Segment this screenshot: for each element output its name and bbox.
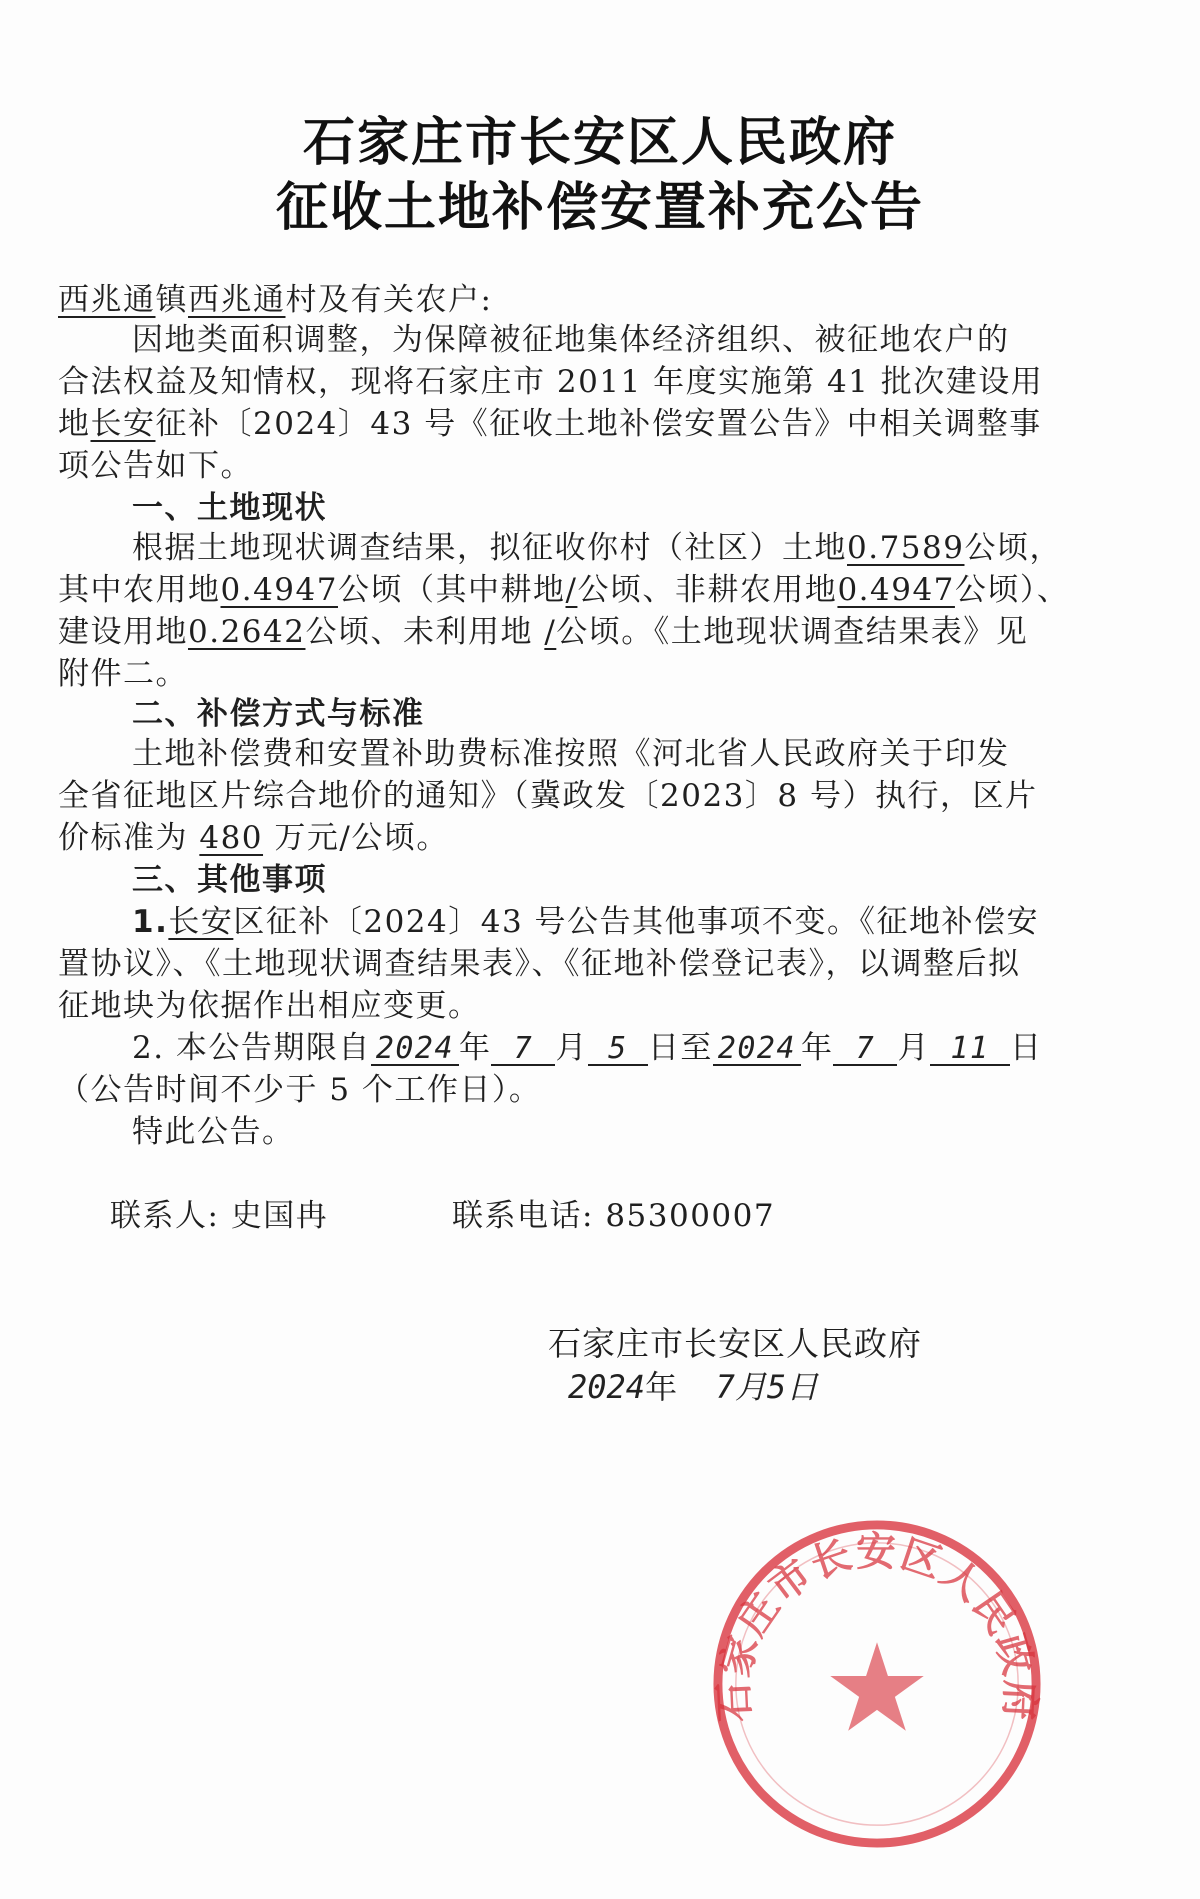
section-3-item-2: 2. 本公告期限自 2024 年 7 月 5 日至 2024 年 7 月 11 日: [132, 1030, 1043, 1066]
signature-date: 2024年 7月5日: [568, 1368, 819, 1406]
district-name: 长安: [90, 406, 156, 442]
construction-area-value: 0.2642: [188, 614, 306, 650]
section-2-line-3: 价标准为 480 万元/公顷。: [58, 820, 449, 856]
section-3-item-1-line-2: 置协议》、《土地现状调查结果表》、《征地补偿登记表》，以调整后拟: [58, 946, 1021, 982]
intro-line-2: 合法权益及知情权，现将石家庄市 2011 年度实施第 41 批次建设用: [58, 364, 1044, 400]
title-line-2: 征收土地补偿安置补充公告: [275, 178, 924, 238]
official-seal: [708, 1515, 1046, 1853]
section-3-item-2-line-2: （公告时间不少于 5 个工作日）。: [58, 1072, 542, 1108]
price-standard-value: 480: [199, 820, 264, 856]
intro-line-3: 地长安征补〔2024〕43 号《征收土地补偿安置公告》中相关调整事: [58, 406, 1042, 442]
contact-phone: 联系电话: 85300007: [452, 1198, 776, 1234]
section-1-line-2: 其中农用地0.4947公顷（其中耕地/公顷、非耕农用地0.4947公顷）、: [58, 572, 1070, 608]
section-2-line-1: 土地补偿费和安置补助费标准按照《河北省人民政府关于印发: [132, 736, 1010, 772]
section-2-heading: 二、补偿方式与标准: [132, 696, 425, 732]
section-1-heading: 一、土地现状: [132, 490, 327, 526]
town-name: 西兆通: [58, 282, 156, 318]
start-day-handwritten: 5: [588, 1034, 648, 1066]
section-1-line-3: 建设用地0.2642公顷、未利用地 /公顷。《土地现状调查结果表》见: [58, 614, 1029, 650]
end-day-handwritten: 11: [930, 1034, 1010, 1066]
title-line-1: 石家庄市长安区人民政府: [302, 113, 897, 173]
section-3-item-1-line-3: 征地块为依据作出相应变更。: [58, 988, 481, 1024]
contact-person: 联系人: 史国冉: [110, 1198, 329, 1234]
section-2-line-2: 全省征地区片综合地价的通知》（冀政发〔2023〕8 号）执行，区片: [58, 778, 1038, 814]
village-name: 西兆通: [188, 282, 286, 318]
section-1-line-1: 根据土地现状调查结果，拟征收你村（社区）土地0.7589公顷，: [132, 530, 1062, 566]
intro-line-1: 因地类面积调整，为保障被征地集体经济组织、被征地农户的: [132, 322, 1010, 358]
start-month-handwritten: 7: [491, 1034, 555, 1066]
intro-line-4: 项公告如下。: [58, 448, 253, 484]
total-area-value: 0.7589: [847, 530, 965, 566]
signing-organization: 石家庄市长安区人民政府: [548, 1324, 922, 1363]
closing-text: 特此公告。: [132, 1114, 295, 1150]
salutation: 西兆通镇西兆通村及有关农户:: [58, 282, 493, 318]
svg-text:石家庄市长安区人民政府: 石家庄市长安区人民政府: [710, 1529, 1044, 1723]
end-month-handwritten: 7: [833, 1034, 897, 1066]
start-year-handwritten: 2024: [371, 1034, 459, 1066]
section-1-line-4: 附件二。: [58, 656, 188, 692]
farmland-area-value: 0.4947: [220, 572, 338, 608]
section-3-heading: 三、其他事项: [132, 862, 327, 898]
section-3-item-1: 1.长安区征补〔2024〕43 号公告其他事项不变。《征地补偿安: [132, 904, 1040, 940]
end-year-handwritten: 2024: [713, 1034, 801, 1066]
